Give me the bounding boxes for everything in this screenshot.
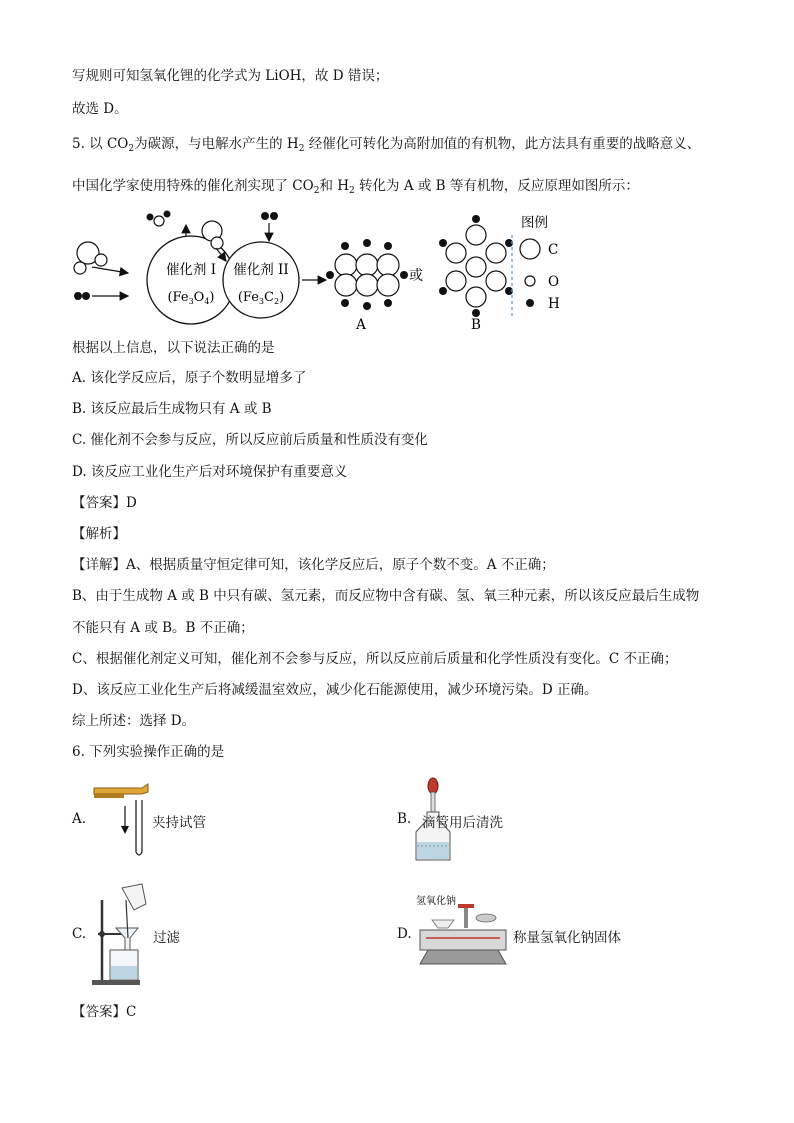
balance-scale-image <box>414 890 510 972</box>
question-5-stem-line1 <box>72 134 700 159</box>
formula-co2: CO <box>106 136 129 152</box>
subscript: 4 <box>204 297 210 306</box>
molecule-a-label: A <box>356 317 366 333</box>
naoh-label: 氢氧化钠 <box>416 896 456 907</box>
formula-h2: H <box>337 178 350 194</box>
q6-option-d-letter: D. <box>397 926 412 942</box>
q6-option-a-text: 夹持试管 <box>152 815 206 831</box>
text: (Fe <box>167 290 189 305</box>
molecule-a-icon <box>326 239 408 310</box>
legend-title: 图例 <box>521 215 548 231</box>
catalyst-1-circle <box>147 236 235 324</box>
q6-option-a-letter: A. <box>72 811 87 827</box>
question-5-stem-line2 <box>72 176 639 201</box>
answer-label: 【答案】D <box>72 495 137 511</box>
text: 5. 以 <box>72 136 107 152</box>
text: O <box>193 290 205 305</box>
detail-line: C、根据催化剂定义可知，催化剂不会参与反应，所以反应前后质量和化学性质没有变化。C 不正确； <box>72 651 678 667</box>
catalyst-2-circle <box>223 242 299 318</box>
hydrogen-atom-icon <box>526 299 534 307</box>
option-c: C. 催化剂不会参与反应，所以反应前后质量和性质没有变化 <box>72 432 428 448</box>
text: 和 <box>319 178 338 194</box>
subscript: 2 <box>349 186 355 196</box>
q6-option-b-letter: B. <box>397 811 412 827</box>
formula-co2: CO <box>292 178 314 194</box>
molecule-b-icon <box>439 215 513 317</box>
q6-option-c-letter: C. <box>72 926 87 942</box>
detail-line: 【详解】A、根据质量守恒定律可知，该化学反应后，原子个数不变。A 不正确； <box>72 557 555 573</box>
formula-h2: H <box>286 136 299 152</box>
summary-line: 综上所述：选择 D。 <box>72 713 196 729</box>
filtration-apparatus-image <box>90 880 152 988</box>
text-line: 写规则可知氢氧化锂的化学式为 LiOH，故 D 错误； <box>72 68 389 84</box>
analysis-label: 【解析】 <box>72 526 126 542</box>
answer-label: 【答案】C <box>72 1004 137 1020</box>
legend-h-label: H <box>548 296 560 312</box>
h2o-molecule-icon <box>147 211 171 227</box>
legend-c-label: C <box>548 242 559 258</box>
subscript: 3 <box>188 297 194 306</box>
detail-line: B、由于生成物 A 或 B 中只有碳、氢元素，而反应物中含有碳、氢、氧三种元素，所以该反应最后生成物 <box>72 588 700 604</box>
catalyst-1-label: 催化剂 I <box>165 262 217 278</box>
option-a: A. 该化学反应后，原子个数明显增多了 <box>72 370 307 386</box>
legend-o-label: O <box>548 274 560 290</box>
text: C <box>264 290 274 305</box>
oxygen-atom-icon <box>525 276 535 286</box>
text: 转化为 A 或 B 等有机物，反应原理如图所示： <box>354 178 639 194</box>
text: 经催化可转化为高附加值的有机物，此方法具有重要的战略意义、 <box>304 136 701 152</box>
h2-molecule-icon <box>74 292 90 300</box>
subscript: 3 <box>258 297 265 306</box>
question-prompt: 根据以上信息，以下说法正确的是 <box>72 340 275 356</box>
catalyst-2-label: 催化剂 II <box>233 262 289 278</box>
text: ) <box>209 290 215 305</box>
text: (Fe <box>237 290 259 305</box>
tube-holder-image <box>92 780 152 860</box>
subscript: 2 <box>298 144 305 154</box>
option-d: D. 该反应工业化生产后对环境保护有重要意义 <box>72 464 348 480</box>
text: ) <box>279 290 285 305</box>
or-label: 或 <box>409 268 423 284</box>
q6-option-c-text: 过滤 <box>153 930 180 946</box>
arrow-icon <box>92 267 128 273</box>
q6-option-d-text: 称量氢氧化钠固体 <box>513 930 621 946</box>
carbon-atom-icon <box>520 239 540 259</box>
detail-line: D、该反应工业化生产后将减缓温室效应，减少化石能源使用，减少环境污染。D 正确。 <box>72 682 598 698</box>
question-6-stem: 6. 下列实验操作正确的是 <box>72 744 225 760</box>
text: 为碳源，与电解水产生的 <box>134 136 287 152</box>
option-b: B. 该反应最后生成物只有 A 或 B <box>72 401 272 417</box>
text: 中国化学家使用特殊的催化剂实现了 <box>72 178 293 194</box>
molecule-b-label: B <box>471 317 481 333</box>
subscript: 2 <box>128 144 135 154</box>
q6-option-b-text: 滴管用后清洗 <box>422 815 503 831</box>
h2-molecule-icon <box>261 212 278 220</box>
text-line: 故选 D。 <box>72 101 128 117</box>
reaction-diagram <box>66 205 586 335</box>
subscript: 2 <box>313 186 320 196</box>
detail-line: 不能只有 A 或 B。B 不正确； <box>72 620 254 636</box>
subscript: 2 <box>273 297 280 306</box>
